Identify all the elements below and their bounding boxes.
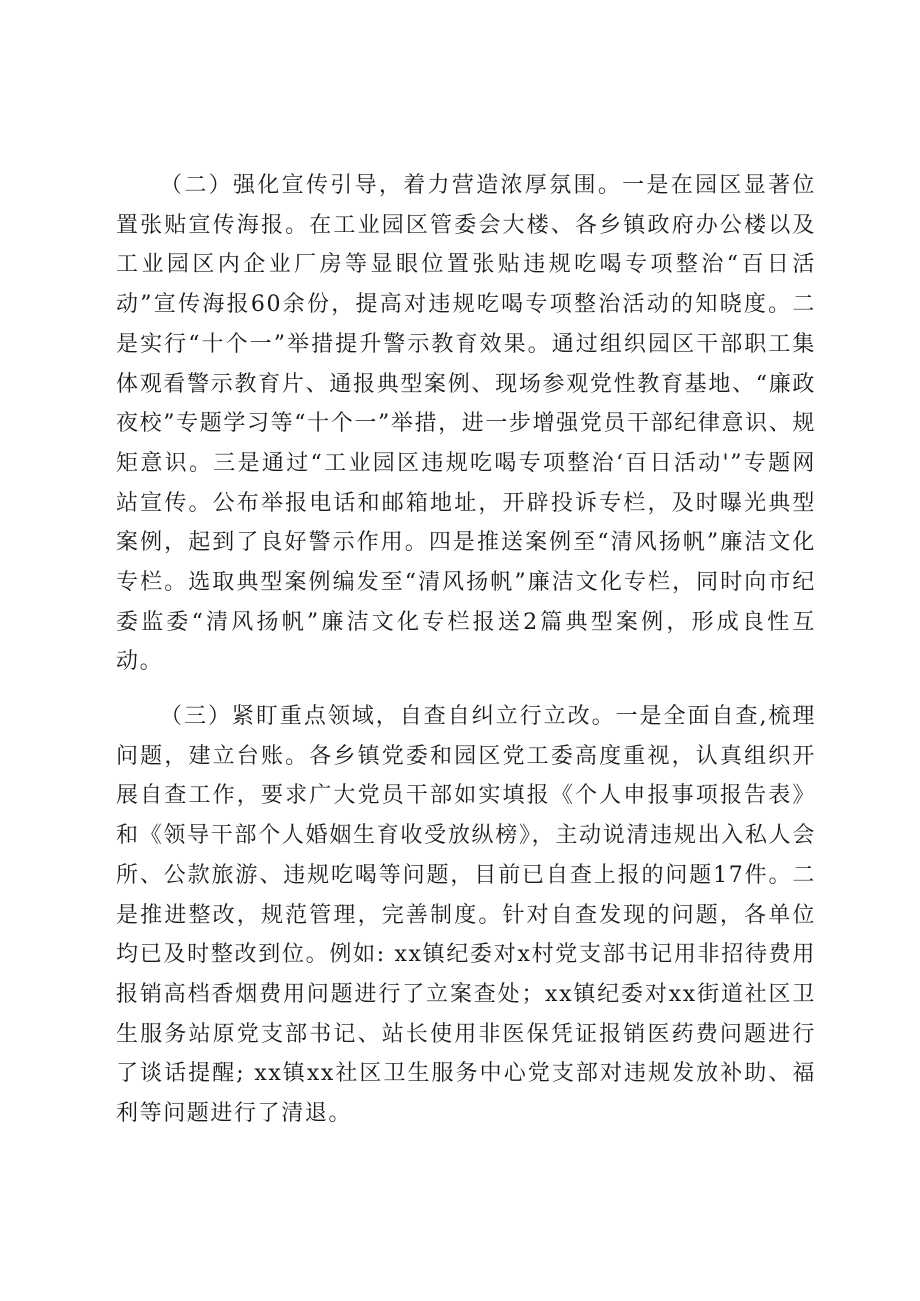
paragraph-section-2: （二）强化宣传引导，着力营造浓厚氛围。一是在园区显著位置张贴宣传海报。在工业园区管委会大楼、各乡镇政府办公楼以及工业园区内企业厂房等显眼位置张贴违规吃喝专项整治“百日活动”宣传海报60余份，提高对违规吃喝专项整治活动的知晓度。二是实行“十个一”举措提升警示教育效果。通过组织园区干部职工集体观看警示教育片、通报典型案例、现场参观党性教育基地、“廉政夜校”专题学习等“十个一”举措，进一步增强党员干部纪律意识、规矩意识。三是通过“工业园区违规吃喝专项整治‘百日活动'”专题网站宣传。公布举报电话和邮箱地址，开辟投诉专栏，及时曝光典型案例，起到了良好警示作用。四是推送案例至“清风扬帆”廉洁文化专栏。选取典型案例编发至“清风扬帆”廉洁文化专栏，同时向市纪委监委“清风扬帆”廉洁文化专栏报送2篇典型案例，形成良性互动。 (116, 173, 816, 675)
paragraph-section-3: （三）紧盯重点领域，自查自纠立行立改。一是全面自查,梳理问题，建立台账。各乡镇党委和园区党工委高度重视，认真组织开展自查工作，要求广大党员干部如实填报《个人申报事项报告表》和《领导干部个人婚姻生育收受放纵榜》，主动说清违规出入私人会所、公款旅游、违规吃喝等问题，目前已自查上报的问题17件。二是推进整改，规范管理，完善制度。针对自查发现的问题，各单位均已及时整改到位。例如: xx镇纪委对x村党支部书记用非招待费用报销高档香烟费用问题进行了立案查处；xx镇纪委对xx街道社区卫生服务站原党支部书记、站长使用非医保凭证报销医药费问题进行了谈话提醒; xx镇xx社区卫生服务中心党支部对违规发放补助、福利等问题进行了清退。 (116, 704, 816, 1127)
